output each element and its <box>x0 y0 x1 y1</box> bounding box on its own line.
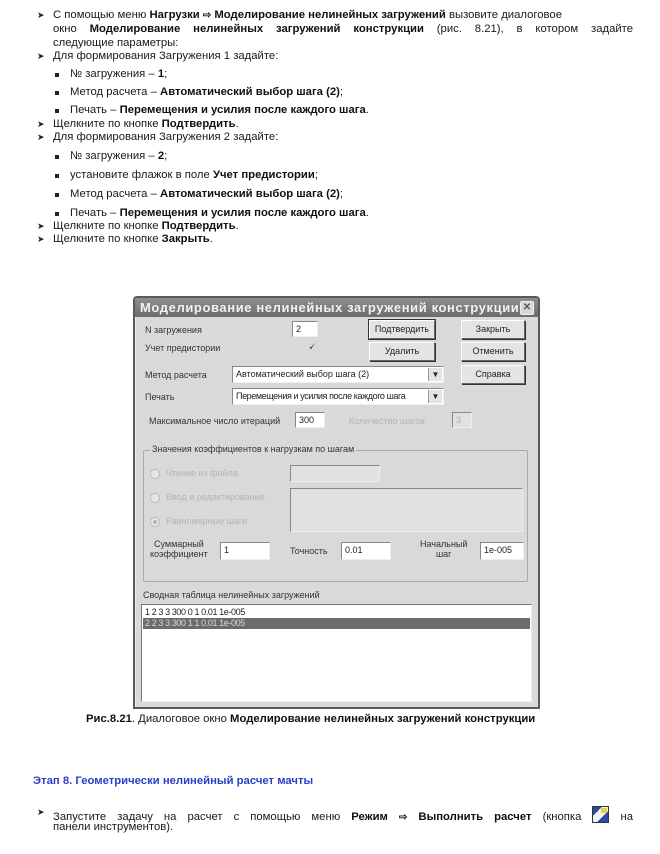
load1-item-2: Метод расчета – Автоматический выбор шага (2); <box>70 86 344 98</box>
cancel-button[interactable]: Отменить <box>461 342 525 361</box>
dialog-titlebar[interactable] <box>135 298 538 317</box>
stage-line-1: Запустите задачу на расчет с помощью меню Режим ⇨ Выполнить расчет (кнопка на <box>53 806 633 824</box>
stage-line-2: панели инструментов). <box>53 821 174 833</box>
square-bullet-icon <box>55 155 59 159</box>
arrow-bullet-icon: ➤ <box>37 234 45 244</box>
load2-item-2: установите флажок в поле Учет предистории; <box>70 169 318 181</box>
radio-read-from-file-label: Чтение из файла <box>166 468 238 478</box>
max-iterations-label: Максимальное число итераций <box>149 416 281 426</box>
initial-step-input[interactable]: 1e-005 <box>480 542 524 560</box>
load-number-input[interactable]: 2 <box>292 321 318 337</box>
menu-arrow-icon: ⇨ <box>398 812 408 823</box>
close-icon[interactable]: ✕ <box>520 301 534 315</box>
load2-heading: Для формирования Загружения 2 задайте: <box>53 131 279 143</box>
load2-item-4: Печать – Перемещения и усилия после каждого шага. <box>70 207 369 219</box>
chevron-down-icon[interactable]: ▼ <box>428 368 442 381</box>
summary-listbox[interactable] <box>141 604 532 702</box>
initial-step-label: Начальный шаг <box>420 539 468 559</box>
print-select[interactable] <box>232 388 444 405</box>
radio-input-edit-label: Ввод и редактирование <box>166 492 265 502</box>
method-value: Автоматический выбор шага (2) <box>236 369 370 379</box>
arrow-bullet-icon: ➤ <box>37 51 45 61</box>
load-number-label: N загружения <box>145 325 202 335</box>
menu-arrow-icon: ⇨ <box>202 10 212 21</box>
click-confirm-2: Щелкните по кнопке Подтвердить. <box>53 220 239 232</box>
load1-item-3: Печать – Перемещения и усилия после каждого шага. <box>70 104 369 116</box>
text: окно <box>53 23 90 35</box>
click-close: Щелкните по кнопке Закрыть. <box>53 233 213 245</box>
accuracy-input[interactable]: 0.01 <box>341 542 391 560</box>
run-calculation-icon <box>592 806 609 823</box>
radio-uniform-steps[interactable] <box>150 517 160 527</box>
accuracy-label: Точность <box>290 546 328 556</box>
coefficients-group-label: Значения коэффициентов к нагрузкам по шагам <box>152 444 355 454</box>
history-checkbox[interactable]: 🗸 <box>308 341 316 353</box>
sum-coefficient-input[interactable]: 1 <box>220 542 270 560</box>
method-select[interactable] <box>232 366 444 383</box>
text: (рис. 8.21), в котором задайте <box>423 23 633 35</box>
max-iterations-input[interactable]: 300 <box>295 412 325 428</box>
menu-name: Нагрузки <box>149 9 200 21</box>
arrow-bullet-icon: ➤ <box>37 10 45 20</box>
sum-coef-label: Суммарный коэффициент <box>150 539 208 559</box>
square-bullet-icon <box>55 109 59 113</box>
dialog-title: Моделирование нелинейных загружений конструкции <box>140 300 520 315</box>
list-item[interactable]: 1 2 3 3 300 0 1 0.01 1e-005 <box>145 607 245 617</box>
radio-uniform-steps-label: Равномерные шаги <box>166 516 248 526</box>
nonlinear-loads-dialog <box>133 296 540 709</box>
figure-number: Рис.8.21 <box>86 713 132 725</box>
menu-name: Режим <box>351 811 388 823</box>
intro-line-3: следующие параметры: <box>53 37 179 49</box>
menu-name: Выполнить расчет <box>418 811 532 823</box>
steps-count-label: Количество шагов <box>349 416 425 426</box>
coefficients-group <box>143 444 528 582</box>
square-bullet-icon <box>55 73 59 77</box>
figure-caption <box>86 713 535 725</box>
text: С помощью меню <box>53 9 150 21</box>
arrow-bullet-icon: ➤ <box>37 119 45 129</box>
confirm-button[interactable]: Подтвердить <box>369 320 435 339</box>
help-button[interactable]: Справка <box>461 365 525 384</box>
history-label: Учет предистории <box>145 343 221 353</box>
radio-read-from-file[interactable] <box>150 469 160 479</box>
square-bullet-icon <box>55 193 59 197</box>
load1-item-1: № загружения – 1; <box>70 68 168 80</box>
menu-name: Моделирование нелинейных загружений <box>214 9 446 21</box>
load2-item-3: Метод расчета – Автоматический выбор шага (2); <box>70 188 344 200</box>
arrow-bullet-icon: ➤ <box>37 807 45 817</box>
file-input <box>290 465 380 482</box>
text: . Диалоговое окно <box>131 713 231 725</box>
load2-item-1: № загружения – 2; <box>70 150 168 162</box>
coefficients-edit-area <box>290 488 523 532</box>
dialog-name: Моделирование нелинейных загружений конструкции <box>89 23 424 35</box>
square-bullet-icon <box>55 91 59 95</box>
intro-line-2 <box>53 23 633 36</box>
arrow-bullet-icon: ➤ <box>37 132 45 142</box>
arrow-bullet-icon: ➤ <box>37 221 45 231</box>
square-bullet-icon <box>55 174 59 178</box>
dialog-name: Моделирование нелинейных загружений конструкции <box>230 713 536 725</box>
steps-count-input: 3 <box>452 412 472 428</box>
chevron-down-icon[interactable]: ▼ <box>428 390 442 403</box>
print-label: Печать <box>145 392 175 402</box>
click-confirm-1: Щелкните по кнопке Подтвердить. <box>53 118 239 130</box>
square-bullet-icon <box>55 212 59 216</box>
print-value: Перемещения и усилия после каждого шага <box>236 391 406 401</box>
radio-input-edit[interactable] <box>150 493 160 503</box>
load1-heading: Для формирования Загружения 1 задайте: <box>53 50 279 62</box>
method-label: Метод расчета <box>145 370 207 380</box>
intro-line-1 <box>53 9 633 22</box>
text: вызовите диалоговое <box>445 9 562 21</box>
summary-table-label: Сводная таблица нелинейных загружений <box>143 590 320 600</box>
section-heading: Этап 8. Геометрически нелинейный расчет мачты <box>33 775 314 787</box>
close-button[interactable]: Закрыть <box>461 320 525 339</box>
list-item-selected[interactable]: 2 2 3 3 300 1 1 0.01 1e-005 <box>143 618 530 629</box>
delete-button[interactable]: Удалить <box>369 342 435 361</box>
